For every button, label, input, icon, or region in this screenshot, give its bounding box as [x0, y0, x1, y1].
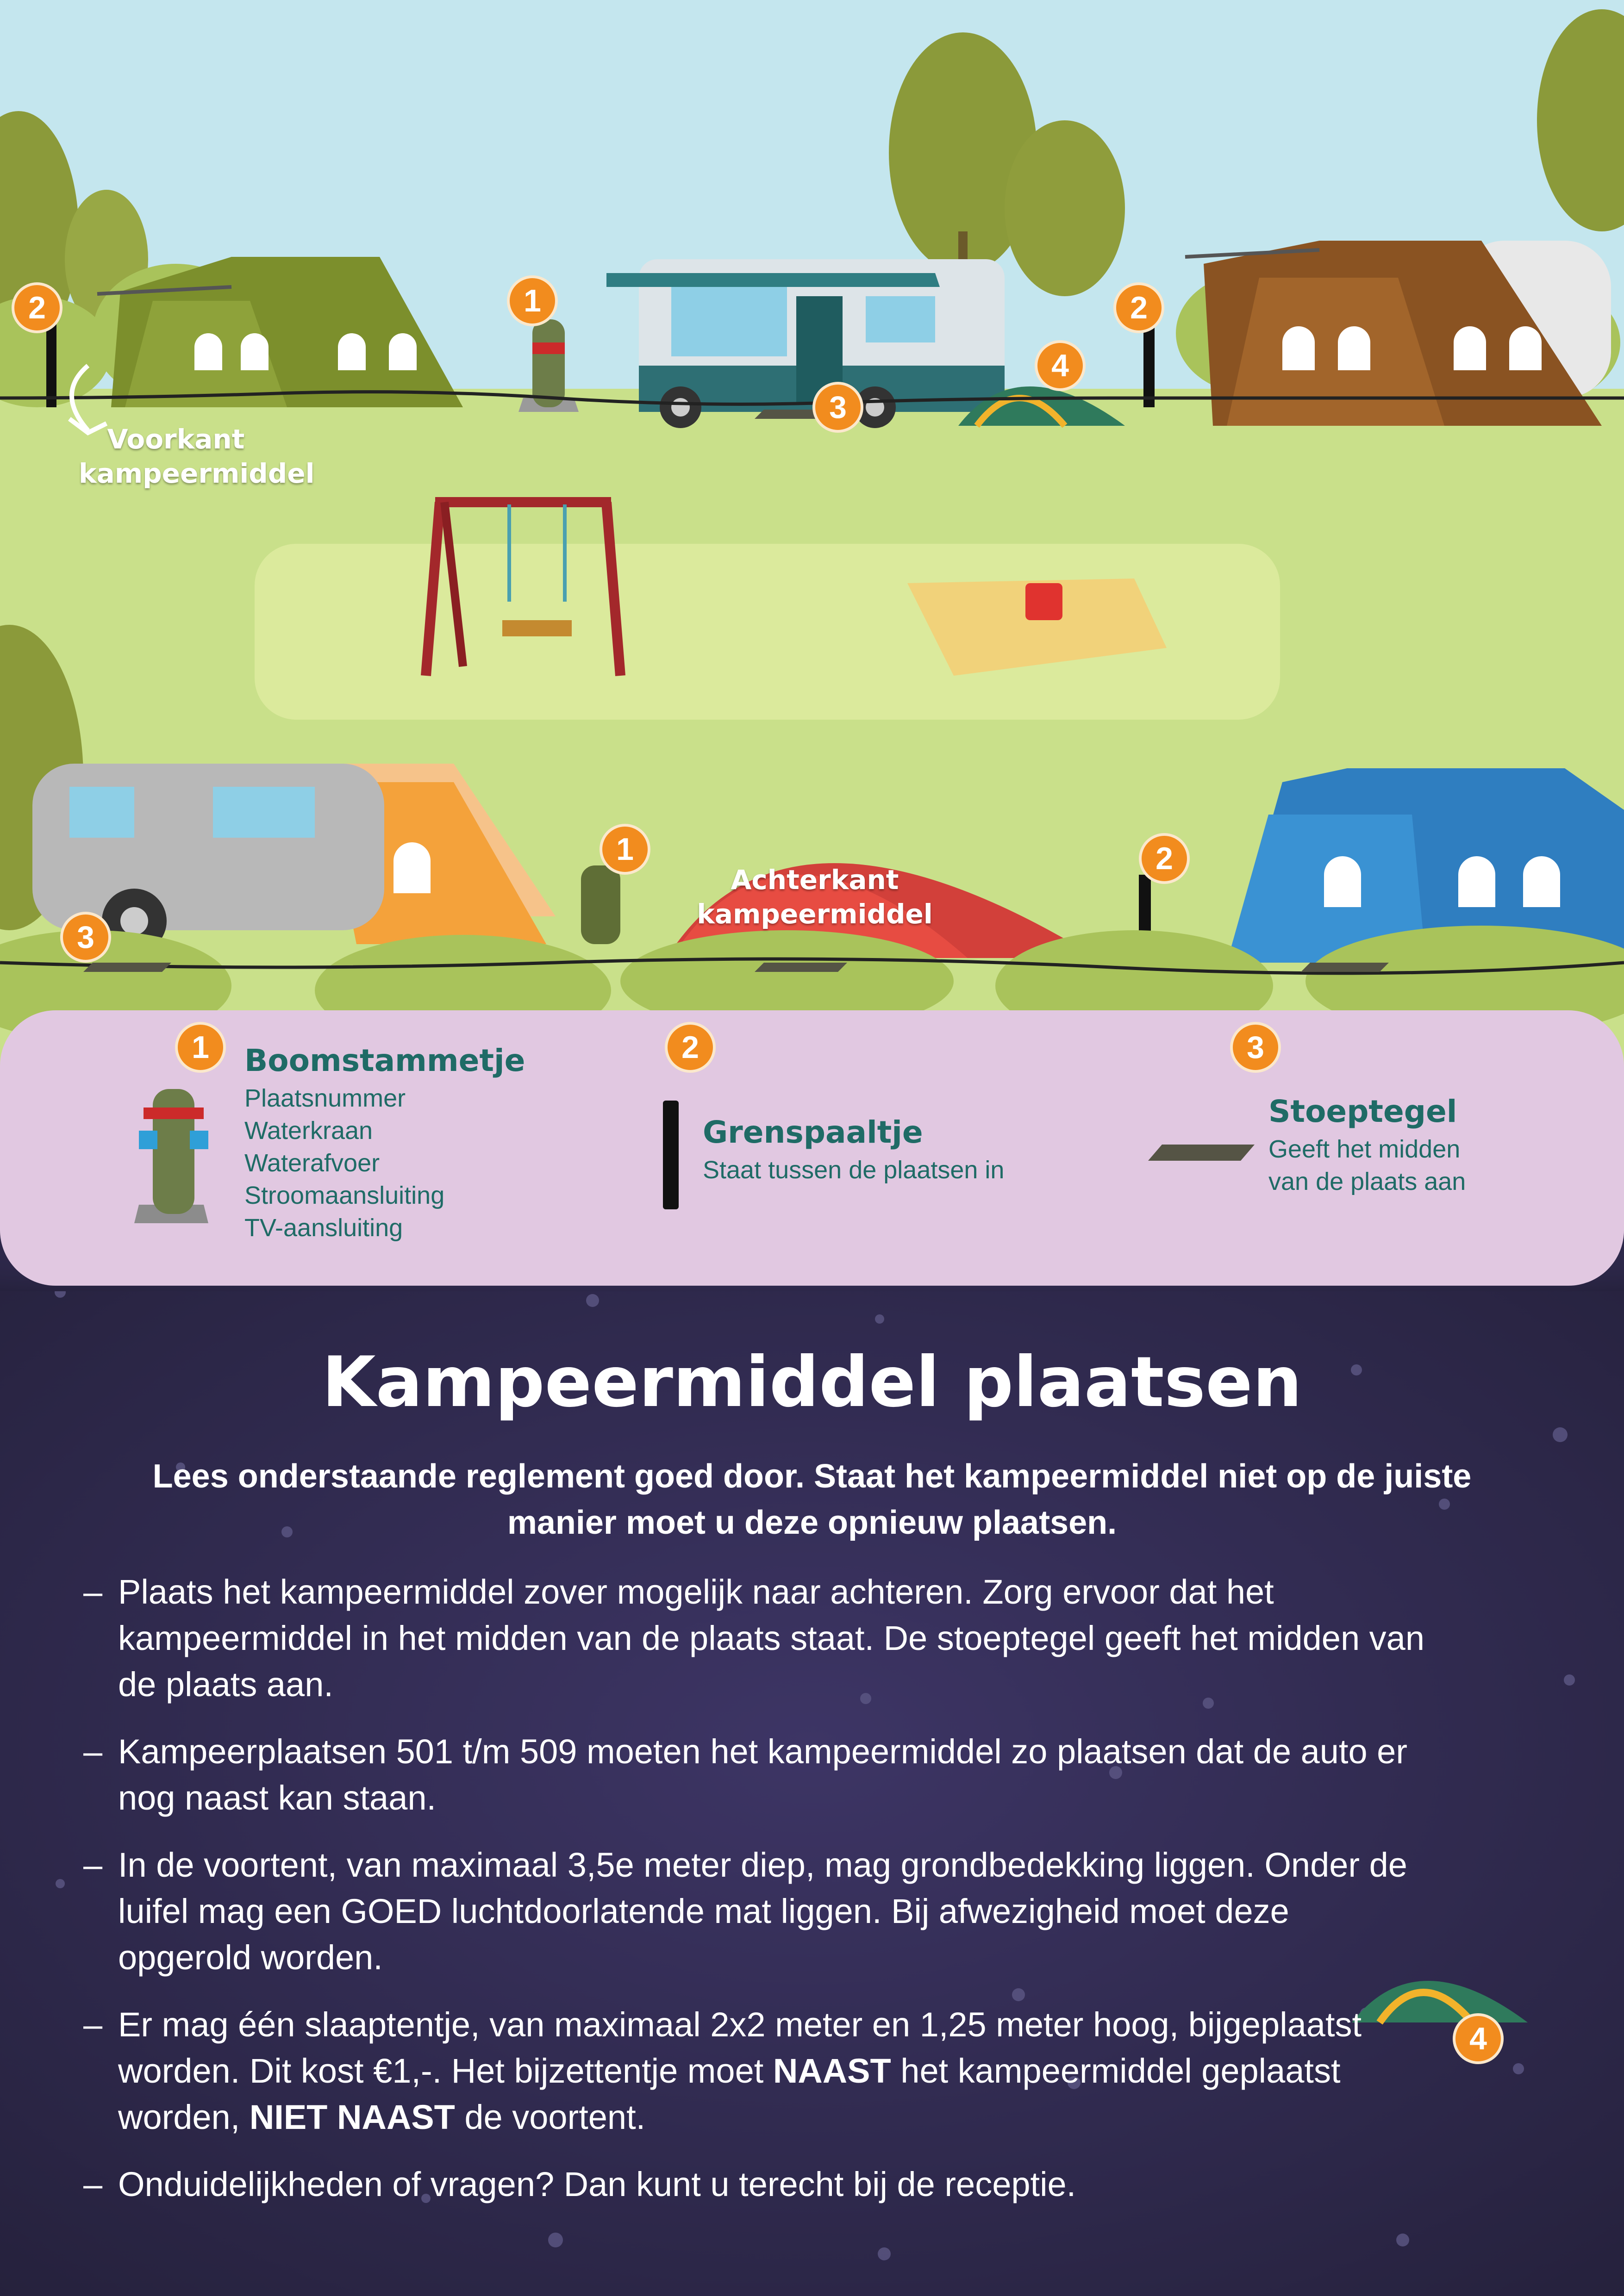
- marker-4: 4: [1453, 2013, 1504, 2064]
- front-label: Voorkant kampeermiddel: [79, 423, 315, 489]
- legend-marker-3: 3: [1230, 1022, 1281, 1073]
- rule-emphasis: NIET NAAST: [249, 2098, 455, 2136]
- paving-tile-icon: [1148, 1145, 1255, 1165]
- list-item: – Plaats het kampeermiddel zover mogelijk naar achteren. Zorg ervoor dat het kampeermiddel in het midden van de plaats staat. De stoeptegel geeft het midden van de plaats aan.: [83, 1569, 1426, 1708]
- legend-title-2: Grenspaaltje: [703, 1114, 923, 1150]
- tree-stump-icon: [125, 1089, 222, 1228]
- legend-text-1: Plaatsnummer Waterkraan Waterafvoer Stroomaansluiting TV-aansluiting: [244, 1084, 445, 1242]
- marker-3: 3: [812, 382, 863, 433]
- rules-list: [83, 1569, 1426, 2228]
- back-label: Achterkant kampeermiddel: [697, 864, 933, 930]
- marker-2: 2: [1139, 833, 1190, 884]
- marker-1: 1: [507, 275, 558, 326]
- legend-marker-1: 1: [175, 1022, 226, 1073]
- legend-text-3: Geeft het midden van de plaats aan: [1268, 1135, 1466, 1195]
- legend-title-1: Boomstammetje: [244, 1043, 525, 1078]
- marker-2: 2: [12, 282, 62, 333]
- marker-3: 3: [60, 912, 111, 963]
- list-item: [83, 2002, 1368, 2140]
- legend-panel: [0, 1010, 1624, 1286]
- legend-text-2: Staat tussen de plaatsen in: [703, 1156, 1005, 1184]
- list-item: – Kampeerplaatsen 501 t/m 509 moeten het kampeermiddel zo plaatsen dat de auto er nog naast kan staan.: [83, 1729, 1426, 1821]
- legend-marker-2: 2: [665, 1022, 716, 1073]
- rule-emphasis: NAAST: [773, 2052, 891, 2090]
- list-item: – Onduidelijkheden of vragen? Dan kunt u terecht bij de receptie.: [83, 2161, 1426, 2208]
- marker-4: 4: [1035, 340, 1086, 391]
- marker-1: 1: [600, 824, 650, 875]
- intro-text: Lees onderstaande reglement goed door. Staat het kampeermiddel niet op de juiste manier moet u deze opnieuw plaatsen.: [152, 1458, 1472, 1541]
- rule-text: het kampeermiddel geplaatst worden,: [118, 2052, 1341, 2136]
- page-title: Kampeermiddel plaatsen: [322, 1342, 1302, 1423]
- list-item: – In de voortent, van maximaal 3,5e meter diep, mag grondbedekking liggen. Onder de luifel mag een GOED luchtdoorlatende mat liggen. Bij afwezigheid moet deze opgerold worden.: [83, 1842, 1426, 1981]
- marker-2: 2: [1113, 282, 1164, 333]
- border-post-icon: [663, 1101, 679, 1209]
- legend-title-3: Stoeptegel: [1268, 1094, 1457, 1129]
- rule-text: de voortent.: [455, 2098, 646, 2136]
- rule-text: Er mag één slaaptentje, van maximaal 2x2 meter en 1,25 meter hoog, bijgeplaatst worden. Dit kost €1,-. Het bijzettentje moet: [118, 2005, 1362, 2090]
- tree-stump-icon: [581, 865, 620, 944]
